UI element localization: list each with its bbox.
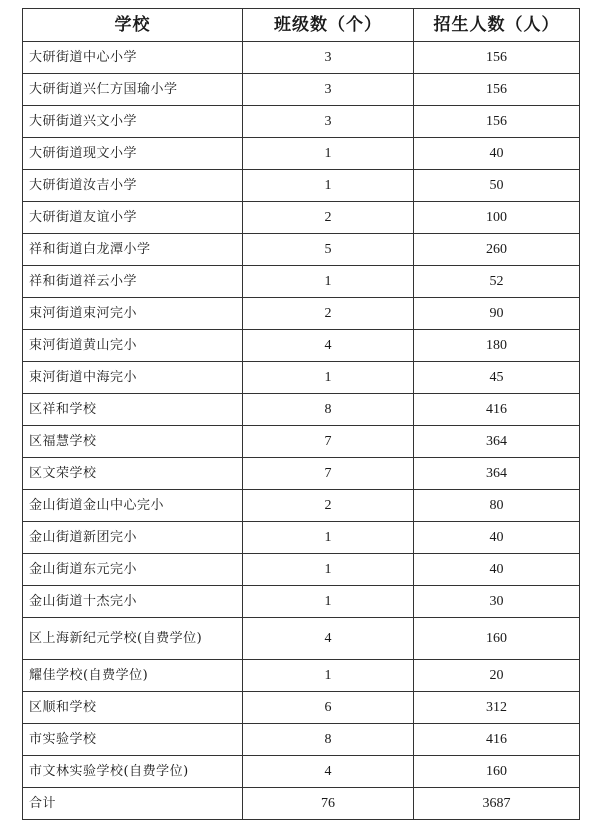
table-row: [23, 458, 580, 490]
students-cell: 40: [414, 522, 580, 554]
school-cell: 区顺和学校: [23, 692, 243, 724]
classes-cell: 8: [243, 394, 414, 426]
header-classes: 班级数（个）: [243, 9, 414, 42]
table-row: [23, 202, 580, 234]
school-cell: 市实验学校: [23, 724, 243, 756]
students-cell: 416: [414, 724, 580, 756]
classes-cell: 1: [243, 266, 414, 298]
classes-cell: 8: [243, 724, 414, 756]
students-cell: 100: [414, 202, 580, 234]
table-row: [23, 692, 580, 724]
students-cell: 160: [414, 618, 580, 660]
table-row: [23, 234, 580, 266]
classes-cell: 1: [243, 138, 414, 170]
classes-cell: 1: [243, 522, 414, 554]
classes-cell: 76: [243, 788, 414, 820]
students-cell: 20: [414, 660, 580, 692]
students-cell: 50: [414, 170, 580, 202]
enrollment-table: [22, 8, 580, 820]
students-cell: 40: [414, 138, 580, 170]
table-row: [23, 554, 580, 586]
school-cell: 祥和街道祥云小学: [23, 266, 243, 298]
classes-cell: 1: [243, 660, 414, 692]
students-cell: 80: [414, 490, 580, 522]
school-cell: 大研街道中心小学: [23, 42, 243, 74]
school-cell: 市文林实验学校(自费学位): [23, 756, 243, 788]
table-row: [23, 490, 580, 522]
classes-cell: 3: [243, 42, 414, 74]
students-cell: 156: [414, 106, 580, 138]
classes-cell: 4: [243, 618, 414, 660]
students-cell: 364: [414, 458, 580, 490]
students-cell: 40: [414, 554, 580, 586]
header-students: 招生人数（人）: [414, 9, 580, 42]
school-cell: 大研街道友谊小学: [23, 202, 243, 234]
classes-cell: 1: [243, 362, 414, 394]
classes-cell: 3: [243, 106, 414, 138]
school-cell: 金山街道十杰完小: [23, 586, 243, 618]
table-row: [23, 170, 580, 202]
school-cell: 束河街道中海完小: [23, 362, 243, 394]
students-cell: 160: [414, 756, 580, 788]
table-row: [23, 618, 580, 660]
classes-cell: 7: [243, 426, 414, 458]
school-cell: 金山街道新团完小: [23, 522, 243, 554]
school-cell: 区上海新纪元学校(自费学位): [23, 618, 243, 660]
school-cell: 大研街道现文小学: [23, 138, 243, 170]
students-cell: 180: [414, 330, 580, 362]
classes-cell: 3: [243, 74, 414, 106]
school-cell: 金山街道东元完小: [23, 554, 243, 586]
students-cell: 156: [414, 42, 580, 74]
table-row: [23, 660, 580, 692]
school-cell: 区祥和学校: [23, 394, 243, 426]
total-row: [23, 788, 580, 820]
table-row: [23, 266, 580, 298]
table-row: [23, 362, 580, 394]
classes-cell: 2: [243, 202, 414, 234]
school-cell: 区文荣学校: [23, 458, 243, 490]
classes-cell: 1: [243, 586, 414, 618]
students-cell: 416: [414, 394, 580, 426]
classes-cell: 7: [243, 458, 414, 490]
table-row: [23, 138, 580, 170]
table-row: [23, 330, 580, 362]
table-row: [23, 586, 580, 618]
students-cell: 260: [414, 234, 580, 266]
students-cell: 52: [414, 266, 580, 298]
table-row: [23, 42, 580, 74]
school-cell: 金山街道金山中心完小: [23, 490, 243, 522]
students-cell: 45: [414, 362, 580, 394]
school-cell: 耀佳学校(自费学位): [23, 660, 243, 692]
table-row: [23, 394, 580, 426]
students-cell: 90: [414, 298, 580, 330]
table-row: [23, 106, 580, 138]
classes-cell: 6: [243, 692, 414, 724]
school-cell: 束河街道黄山完小: [23, 330, 243, 362]
students-cell: 312: [414, 692, 580, 724]
school-cell: 束河街道束河完小: [23, 298, 243, 330]
table-body: [23, 42, 580, 820]
students-cell: 30: [414, 586, 580, 618]
header-row: [23, 9, 580, 42]
students-cell: 364: [414, 426, 580, 458]
school-cell: 大研街道汝吉小学: [23, 170, 243, 202]
table-row: [23, 522, 580, 554]
classes-cell: 1: [243, 170, 414, 202]
classes-cell: 4: [243, 330, 414, 362]
classes-cell: 2: [243, 490, 414, 522]
students-cell: 156: [414, 74, 580, 106]
classes-cell: 4: [243, 756, 414, 788]
school-cell: 大研街道兴文小学: [23, 106, 243, 138]
header-school: 学校: [23, 9, 243, 42]
school-cell: 祥和街道白龙潭小学: [23, 234, 243, 266]
classes-cell: 1: [243, 554, 414, 586]
table-row: [23, 74, 580, 106]
table-row: [23, 426, 580, 458]
students-cell: 3687: [414, 788, 580, 820]
school-cell: 区福慧学校: [23, 426, 243, 458]
table-row: [23, 756, 580, 788]
table-row: [23, 298, 580, 330]
classes-cell: 2: [243, 298, 414, 330]
table-header: [23, 9, 580, 42]
classes-cell: 5: [243, 234, 414, 266]
school-cell: 大研街道兴仁方国瑜小学: [23, 74, 243, 106]
table-row: [23, 724, 580, 756]
school-cell: 合计: [23, 788, 243, 820]
